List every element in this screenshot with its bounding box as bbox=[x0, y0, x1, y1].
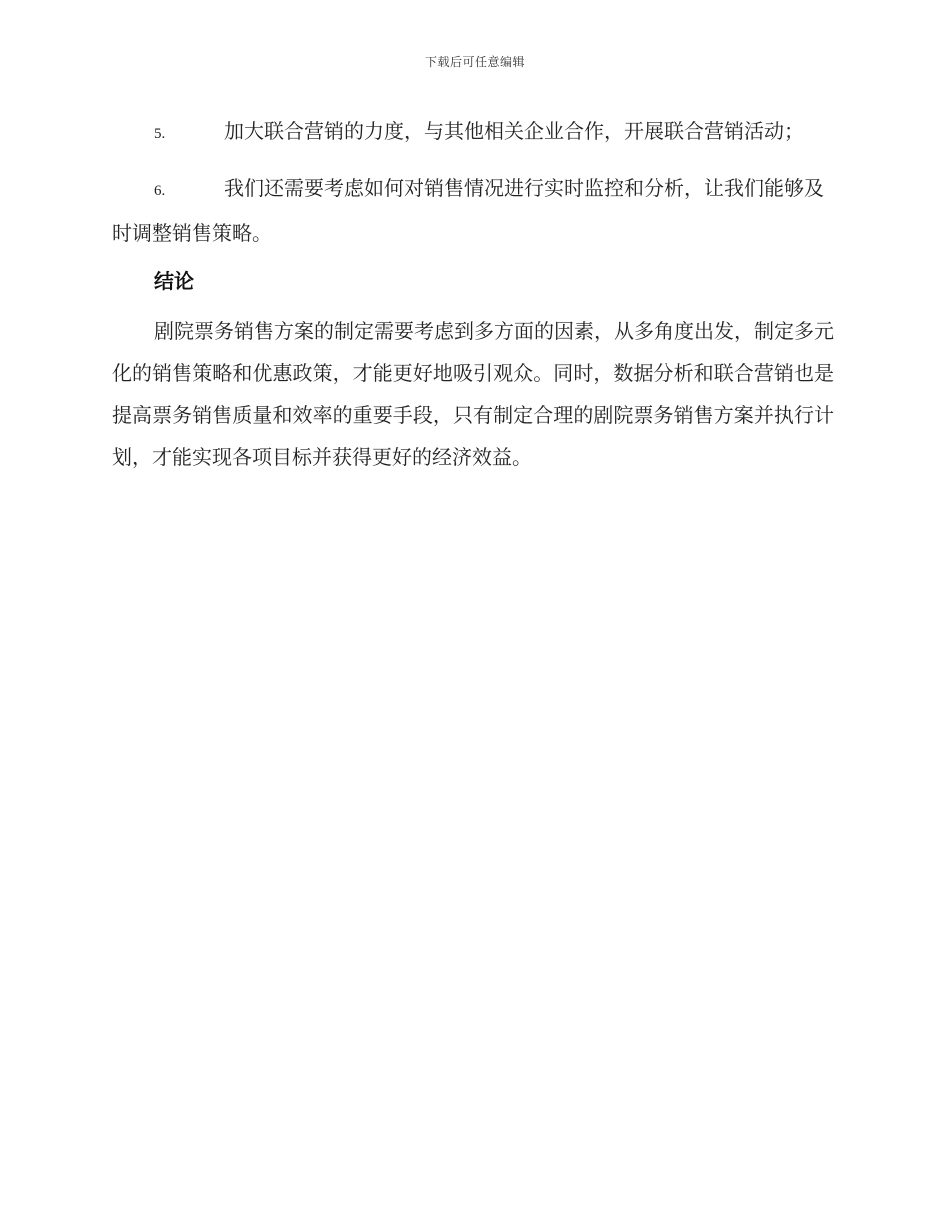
section-heading: 结论 bbox=[154, 269, 194, 293]
list-item bbox=[112, 167, 834, 254]
list-item bbox=[112, 110, 834, 155]
document-body bbox=[112, 110, 834, 478]
list-item-text: 我们还需要考虑如何对销售情况进行实时监控和分析，让我们能够及时调整销售策略。 bbox=[112, 176, 824, 245]
list-item-text: 加大联合营销的力度，与其他相关企业合作，开展联合营销活动； bbox=[224, 119, 804, 143]
list-item-number: 6. bbox=[154, 183, 166, 199]
conclusion-paragraph: 剧院票务销售方案的制定需要考虑到多方面的因素，从多角度出发，制定多元化的销售策略和优惠政策，才能更好地吸引观众。同时，数据分析和联合营销也是提高票务销售质量和效率的重要手段，只有制定合理的剧院票务销售方案并执行计划，才能实现各项目标并获得更好的经济效益。 bbox=[112, 319, 834, 469]
list-item-number: 5. bbox=[154, 126, 166, 142]
page-header: 下载后可任意编辑 bbox=[424, 55, 525, 69]
